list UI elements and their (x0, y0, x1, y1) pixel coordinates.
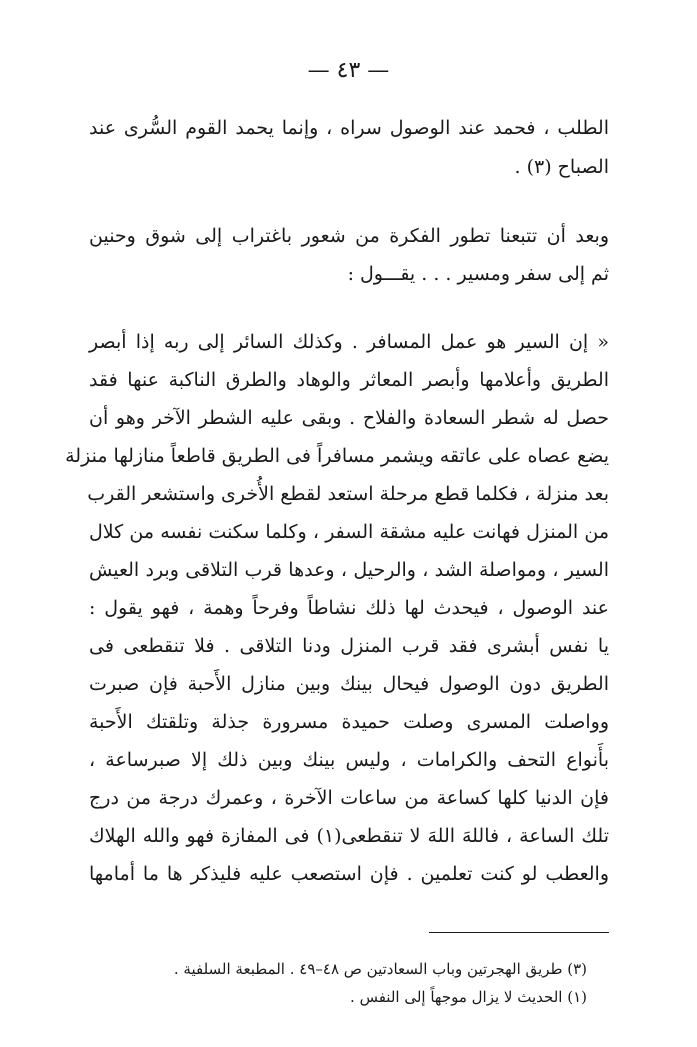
text-line: من المنزل فهانت عليه مشقة السفر ، وكلما سكنت نفسه من كلال (89, 521, 609, 543)
text-line: حصل له شطر السعادة والفلاح . وبقى عليه الشطر الآخر وهو أن (89, 407, 609, 429)
footnote: (١) الحديث لا يزال موجهاً إلى النفس . (350, 988, 587, 1006)
text-line: والعطب لو كنت تعلمين . فإن استصعب عليه فليذكر ها ما أمامها (89, 863, 609, 885)
text-line: يا نفس أبشرى فقد قرب المنزل ودنا التلاقى . فلا تنقطعى فى (89, 635, 609, 657)
text-line: يضع عصاه على عاتقه ويشمر مسافراً فى الطريق قاطعاً منازلها منزلة (65, 445, 609, 467)
text-line: تلك الساعة ، فاللهَ اللهَ لا تنقطعى(١) فى المفازة فهو والله الهلاك (89, 825, 609, 847)
page-number: — ٤٣ — (307, 58, 390, 83)
text-line: الطريق دون الوصول فيحال بينك وبين منازل الأَحبة فإن صبرت (89, 673, 609, 695)
footnote-divider (429, 932, 609, 933)
text-line: ثم إلى سفر ومسير . . . يقـــول : (347, 263, 609, 285)
text-line: الطلب ، فحمد عند الوصول سراه ، وإنما يحمد القوم السُّرى عند (89, 117, 609, 139)
text-line: السير ، ومواصلة الشد ، والرحيل ، وعدها قرب التلاقى وبرد العيش (89, 559, 609, 581)
text-line: عند الوصول ، فيحدث لها ذلك نشاطاً وفرحاً وهمة ، فهو يقول : (89, 597, 609, 619)
text-line: بعد منزلة ، فكلما قطع مرحلة استعد لقطع الأُخرى واستشعر القرب (87, 483, 609, 505)
text-line: وواصلت المسرى وصلت حميدة مسرورة جذلة وتلقتك الأَحبة (89, 711, 609, 733)
text-line: « إن السير هو عمل المسافر . وكذلك السائر إلى ربه إذا أبصر (89, 331, 609, 353)
footnote: (٣) طريق الهجرتين وباب السعادتين ص ٤٨–٤٩ . المطبعة السلفية . (173, 960, 587, 978)
text-line: الصباح (٣) . (514, 156, 609, 178)
text-line: وبعد أن تتبعنا تطور الفكرة من شعور باغتراب إلى شوق وحنين (89, 225, 609, 247)
text-line: الطريق وأعلامها وأبصر المعاثر والوهاد والطرق الناكبة عنها فقد (89, 369, 609, 391)
text-line: بأَنواع التحف والكرامات ، وليس بينك وبين ذلك إلا صبرساعة ، (89, 749, 609, 771)
text-line: فإن الدنيا كلها كساعة من ساعات الآخرة ، وعمرك درجة من درج (89, 787, 609, 809)
